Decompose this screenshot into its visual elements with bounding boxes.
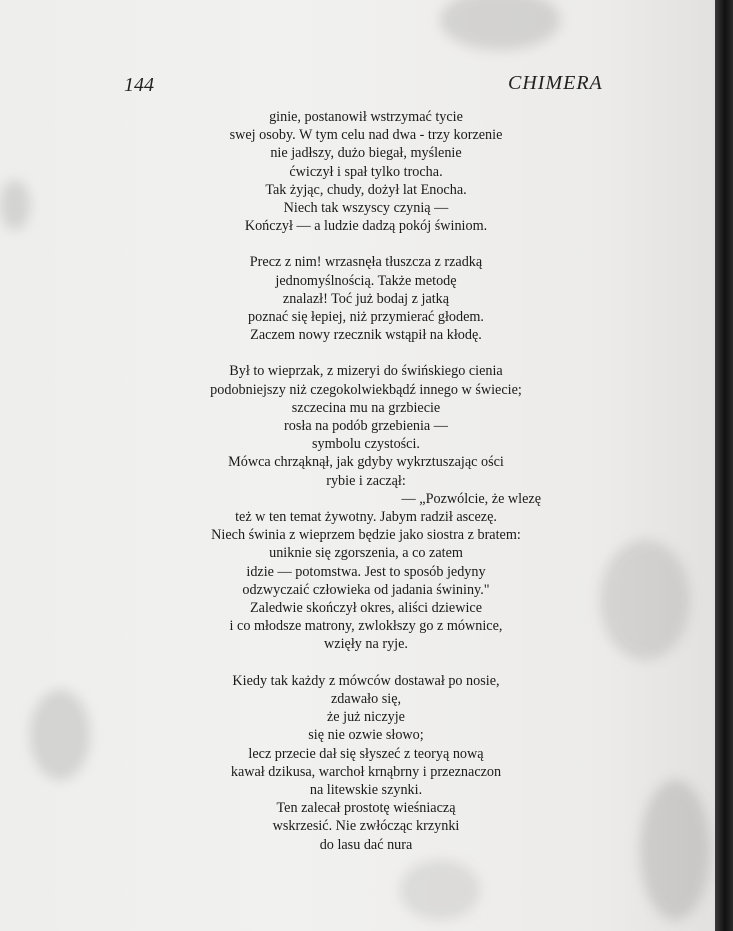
poem-line: i co młodsze matrony, zwlokłszy go z mównice, bbox=[229, 618, 503, 635]
poem-line: Zaczem nowy rzecznik wstąpił na kłodę. bbox=[250, 327, 482, 344]
poem-line: nie jadłszy, dużo biegał, myślenie bbox=[270, 145, 462, 162]
poem-line: Ten zalecał prostotę wieśniaczą bbox=[276, 800, 456, 817]
page-stain bbox=[440, 0, 560, 50]
poem-line: poznać się łepiej, niż przymierać głodem. bbox=[248, 309, 484, 326]
stanza bbox=[163, 108, 569, 235]
stanza bbox=[163, 362, 569, 653]
page-number: 144 bbox=[124, 74, 154, 96]
poem-line: do lasu dać nura bbox=[319, 836, 413, 853]
poem-line: jednomyślnością. Także metodę bbox=[275, 272, 457, 289]
poem-line: swej osoby. W tym celu nad dwa - trzy korzenie bbox=[229, 127, 503, 144]
poem-line: wskrzesić. Nie zwłócząc krzynki bbox=[272, 818, 460, 835]
poem-line: kawał dzikusa, warchoł krnąbrny i przeznaczon bbox=[230, 763, 502, 780]
poem-line: wzięły na ryje. bbox=[324, 636, 408, 653]
poem-line: uniknie się zgorszenia, a co zatem bbox=[269, 545, 463, 562]
poem-line: też w ten temat żywotny. Jabym radził ascezę. bbox=[235, 509, 497, 526]
page-stain bbox=[30, 690, 90, 780]
poem-line: rosła na podób grzebienia — bbox=[284, 418, 448, 435]
poem-line: Był to wieprzak, z mizeryi do świńskiego cienia bbox=[229, 363, 503, 380]
stanza bbox=[163, 672, 569, 854]
poem-line: Kończył — a ludzie dadzą pokój świniom. bbox=[244, 218, 488, 235]
poem-line: rybie i zaczął: bbox=[326, 472, 406, 489]
poem-line: znalazł! Toć już bodaj z jatką bbox=[282, 290, 450, 307]
poem-line: Niech świnia z wieprzem będzie jako siostra z bratem: bbox=[211, 527, 521, 544]
poem-line: ginie, postanowił wstrzymać tycie bbox=[269, 109, 463, 125]
poem-line: — „Pozwólcie, że wlezę bbox=[401, 490, 541, 507]
poem-text bbox=[163, 108, 569, 872]
poem-line: Mówca chrząknął, jak gdyby wykrztuszając ości bbox=[228, 454, 504, 471]
page-stain bbox=[600, 540, 690, 660]
poem-line: ćwiczył i spał tylko trocha. bbox=[289, 163, 443, 180]
running-title: CHIMERA bbox=[508, 72, 603, 94]
poem-line: Precz z nim! wrzasnęła tłuszcza z rzadką bbox=[249, 254, 483, 271]
poem-line: na litewskie szynki. bbox=[309, 781, 423, 798]
page-stain bbox=[0, 180, 30, 230]
poem-line: odzwyczaić człowieka od jadania świniny." bbox=[242, 581, 490, 598]
poem-line: Tak żyjąc, chudy, dożył lat Enocha. bbox=[265, 181, 467, 198]
poem-line: zdawało się, bbox=[330, 690, 402, 707]
page-stain bbox=[640, 780, 710, 920]
poem-line: idzie — potomstwa. Jest to sposób jedyny bbox=[246, 563, 486, 580]
poem-line: Niech tak wszyscy czynią — bbox=[283, 200, 449, 217]
book-spine bbox=[715, 0, 733, 931]
page-header bbox=[0, 68, 715, 98]
poem-line: się nie ozwie słowo; bbox=[308, 727, 424, 744]
poem-line: szczecina mu na grzbiecie bbox=[291, 399, 441, 416]
poem-line: Zaledwie skończył okres, aliści dziewice bbox=[249, 600, 483, 617]
poem-line: lecz przecie dał się słyszeć z teoryą nową bbox=[248, 745, 484, 762]
poem-line: podobniejszy niż czegokolwiekbądź innego w świecie; bbox=[210, 381, 522, 398]
poem-line: że już niczyje bbox=[327, 709, 405, 726]
poem-line: symbolu czystości. bbox=[312, 436, 420, 453]
stanza bbox=[163, 253, 569, 344]
poem-line: Kiedy tak każdy z mówców dostawał po nosie, bbox=[232, 672, 500, 689]
